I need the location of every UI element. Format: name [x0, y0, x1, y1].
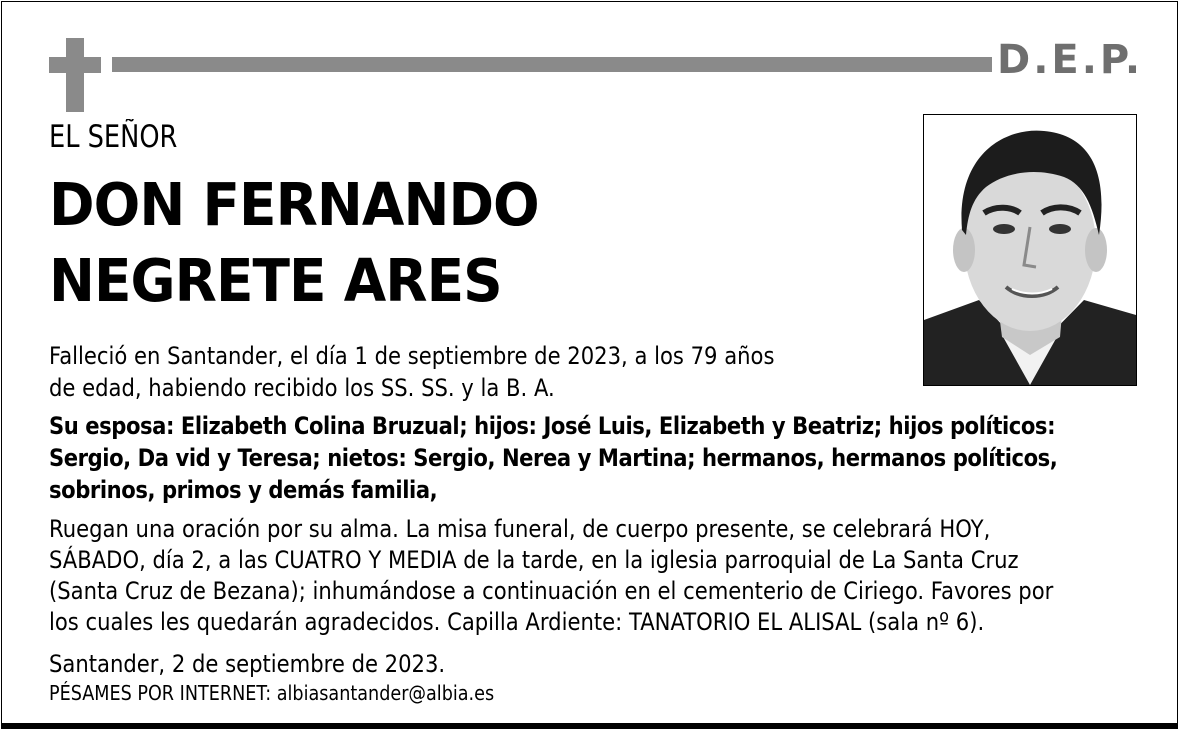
header-rule: [112, 57, 992, 72]
name-line-2: NEGRETE ARES: [49, 246, 502, 315]
text-line: sobrinos, primos y demás familia,: [49, 476, 438, 504]
place-date: Santander, 2 de septiembre de 2023.: [49, 650, 446, 678]
text-line: (Santa Cruz de Bezana); inhumándose a continuación en el cementerio de Ciriego. Favores por: [49, 577, 1054, 605]
deceased-name: [49, 167, 539, 319]
text-line: Sergio, Da vid y Teresa; nietos: Sergio, Nerea y Martina; hermanos, hermanos políticos,: [49, 444, 1058, 472]
dep-label: D.E.P.: [997, 37, 1144, 83]
text-line: Ruegan una oración por su alma. La misa funeral, de cuerpo presente, se celebrará HOY,: [49, 515, 991, 543]
condolences-line: PÉSAMES POR INTERNET: albiasantander@albia.es: [49, 681, 495, 705]
title-prefix: EL SEÑOR: [49, 119, 178, 155]
cross-icon: [66, 38, 84, 112]
family-text: [49, 410, 1057, 506]
portrait-photo: [923, 114, 1137, 386]
name-line-1: DON FERNANDO: [49, 170, 539, 239]
cross-icon-bar: [49, 57, 101, 73]
text-line: de edad, habiendo recibido los SS. SS. y la B. A.: [49, 374, 555, 402]
death-notice-text: [49, 340, 774, 404]
service-text: [49, 514, 1053, 638]
text-line: Falleció en Santander, el día 1 de septiembre de 2023, a los 79 años: [49, 342, 775, 370]
text-line: los cuales les quedarán agradecidos. Capilla Ardiente: TANATORIO EL ALISAL (sala nº 6).: [49, 608, 985, 636]
text-line: Su esposa: Elizabeth Colina Bruzual; hijos: José Luis, Elizabeth y Beatriz; hijos políticos:: [49, 412, 1056, 440]
text-line: SÁBADO, día 2, a las CUATRO Y MEDIA de la tarde, en la iglesia parroquial de La Santa Cruz: [49, 546, 1019, 574]
obituary-frame: [1, 1, 1178, 729]
